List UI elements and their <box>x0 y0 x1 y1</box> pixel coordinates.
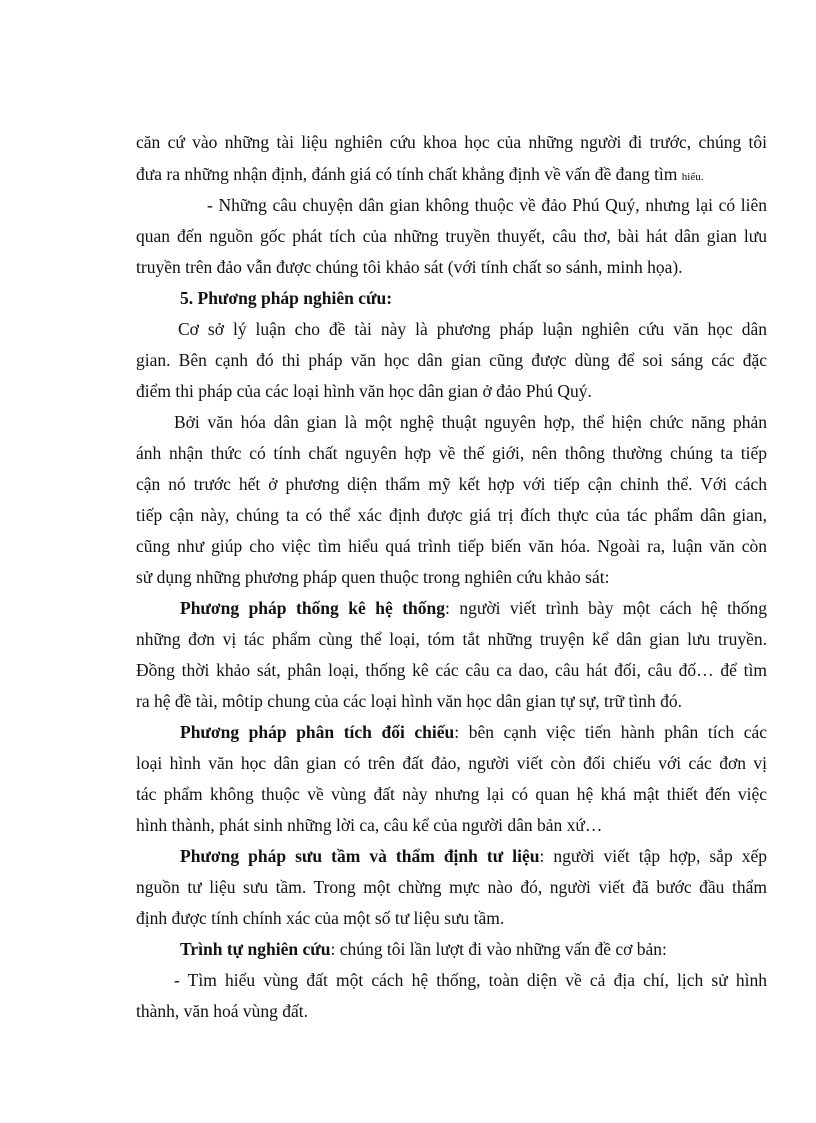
paragraph-line <box>180 938 667 960</box>
paragraph-line: nguồn tư liệu sưu tầm. Trong một chừng mực nào đó, người viết đã bước đầu thẩm <box>136 877 767 897</box>
text-run: : người viết tập hợp, sắp xếp <box>539 846 767 866</box>
paragraph-line: tiếp cận này, chúng ta có thể xác định được giá trị đích thực của tác phẩm dân gian, <box>136 505 767 525</box>
list-item-line: - Những câu chuyện dân gian không thuộc về đảo Phú Quý, nhưng lại có liên <box>207 195 767 215</box>
text-run: : bên cạnh việc tiến hành phân tích các <box>454 722 767 742</box>
paragraph-line <box>180 845 767 867</box>
method-term: Trình tự nghiên cứu <box>180 939 331 959</box>
text-run: : người viết trình bày một cách hệ thống <box>445 598 767 618</box>
paragraph-line: thành, văn hoá vùng đất. <box>136 1001 309 1021</box>
paragraph-line: cận nó trước hết ở phương diện thẩm mỹ kết hợp với tiếp cận chỉnh thể. Với cách <box>136 474 767 494</box>
paragraph-line: Bởi văn hóa dân gian là một nghệ thuật nguyên hợp, thể hiện chức năng phản <box>174 412 767 432</box>
paragraph-line: loại hình văn học dân gian có trên đất đảo, người viết còn đối chiếu với các đơn vị <box>136 753 767 773</box>
paragraph-line <box>180 597 767 619</box>
paragraph-line <box>180 721 767 743</box>
paragraph-line: cũng như giúp cho việc tìm hiểu quá trình tiếp biến văn hóa. Ngoài ra, luận văn còn <box>136 536 767 556</box>
method-term: Phương pháp sưu tầm và thẩm định tư liệu <box>180 846 540 866</box>
list-item-line: - Tìm hiểu vùng đất một cách hệ thống, toàn diện về cả địa chí, lịch sử hình <box>174 970 767 990</box>
paragraph-line: định được tính chính xác của một số tư liệu sưu tầm. <box>136 908 505 928</box>
paragraph-line: sử dụng những phương pháp quen thuộc trong nghiên cứu khảo sát: <box>136 567 610 587</box>
text-run: đưa ra những nhận định, đánh giá có tính chất khẳng định về vấn đề đang tìm <box>136 164 682 184</box>
method-term: Phương pháp phân tích đối chiếu <box>180 722 455 742</box>
paragraph-line: ra hệ đề tài, môtip chung của các loại hình văn học dân gian tự sự, trữ tình đó. <box>136 691 683 711</box>
paragraph-line: quan đến nguồn gốc phát tích của những truyền thuyết, câu thơ, bài hát dân gian lưu <box>136 226 767 246</box>
paragraph-line: điểm thi pháp của các loại hình văn học dân gian ở đảo Phú Quý. <box>136 381 592 401</box>
section-heading: 5. Phương pháp nghiên cứu: <box>180 288 393 308</box>
paragraph-line: căn cứ vào những tài liệu nghiên cứu khoa học của những người đi trước, chúng tôi <box>136 132 767 152</box>
paragraph-line <box>136 163 703 188</box>
paragraph-line: ánh nhận thức có tính chất nguyên hợp về thế giới, nên thông thường chúng ta tiếp <box>136 443 767 463</box>
small-text-run: hiểu. <box>681 171 704 183</box>
paragraph-line: gian. Bên cạnh đó thi pháp văn học dân gian cũng được dùng để soi sáng các đặc <box>136 350 767 370</box>
method-term: Phương pháp thống kê hệ thống <box>180 598 446 618</box>
paragraph-line: Cơ sở lý luận cho đề tài này là phương pháp luận nghiên cứu văn học dân <box>178 319 767 339</box>
paragraph-line: hình thành, phát sinh những lời ca, câu kể của người dân bản xứ… <box>136 815 603 835</box>
paragraph-line: tác phẩm không thuộc về vùng đất này nhưng lại có quan hệ khá mật thiết đến việc <box>136 784 767 804</box>
paragraph-line: những đơn vị tác phẩm cùng thể loại, tóm tắt những truyện kể dân gian lưu truyền. <box>136 629 767 649</box>
paragraph-line: truyền trên đảo vẫn được chúng tôi khảo sát (với tính chất so sánh, minh họa). <box>136 257 683 277</box>
text-run: : chúng tôi lần lượt đi vào những vấn đề cơ bản: <box>330 939 667 959</box>
paragraph-line: Đồng thời khảo sát, phân loại, thống kê các câu ca dao, câu hát đối, câu đố… để tìm <box>136 660 767 680</box>
